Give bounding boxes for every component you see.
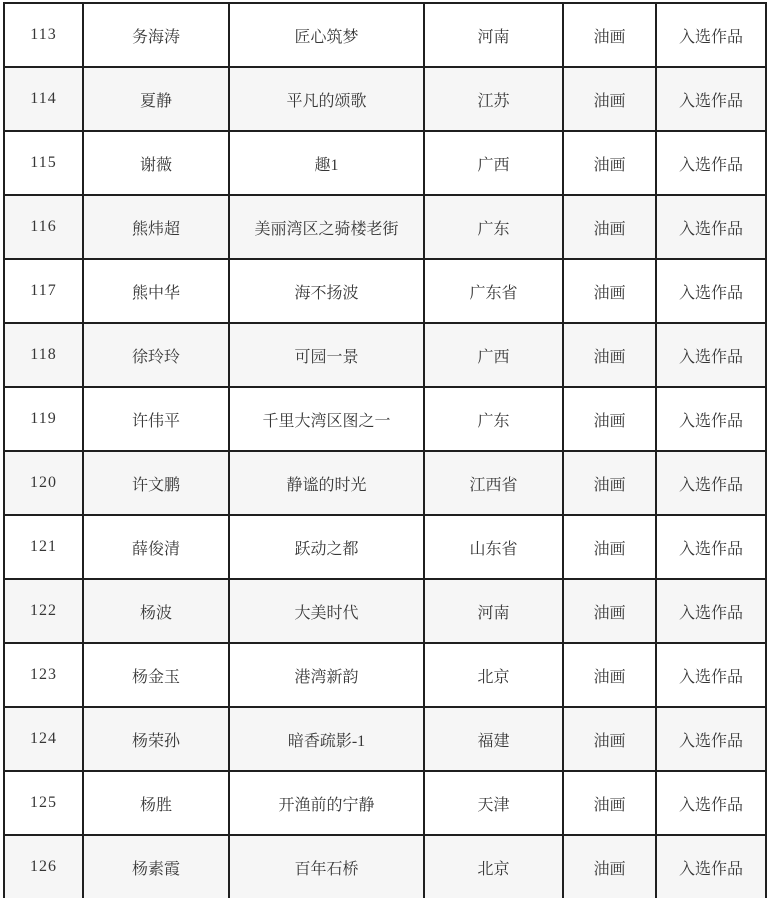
cell-serial-number: 113 (4, 3, 83, 67)
table-row (4, 515, 766, 579)
cell-province: 广西 (424, 131, 563, 195)
table-row (4, 259, 766, 323)
cell-selection-status: 入选作品 (656, 643, 766, 707)
table-row (4, 387, 766, 451)
table-row (4, 3, 766, 67)
table-row (4, 195, 766, 259)
cell-artwork-title: 开渔前的宁静 (229, 771, 424, 835)
cell-category: 油画 (563, 451, 656, 515)
cell-category: 油画 (563, 67, 656, 131)
cell-province: 天津 (424, 771, 563, 835)
cell-category: 油画 (563, 643, 656, 707)
table-row (4, 643, 766, 707)
cell-artwork-title: 千里大湾区图之一 (229, 387, 424, 451)
table-row (4, 579, 766, 643)
cell-serial-number: 118 (4, 323, 83, 387)
cell-selection-status: 入选作品 (656, 387, 766, 451)
cell-serial-number: 116 (4, 195, 83, 259)
cell-category: 油画 (563, 387, 656, 451)
cell-artwork-title: 匠心筑梦 (229, 3, 424, 67)
cell-province: 山东省 (424, 515, 563, 579)
cell-selection-status: 入选作品 (656, 67, 766, 131)
cell-author-name: 杨胜 (83, 771, 229, 835)
cell-author-name: 徐玲玲 (83, 323, 229, 387)
cell-author-name: 杨波 (83, 579, 229, 643)
cell-serial-number: 115 (4, 131, 83, 195)
cell-author-name: 许伟平 (83, 387, 229, 451)
cell-selection-status: 入选作品 (656, 131, 766, 195)
table-row (4, 323, 766, 387)
cell-author-name: 夏静 (83, 67, 229, 131)
cell-serial-number: 117 (4, 259, 83, 323)
cell-author-name: 薛俊清 (83, 515, 229, 579)
cell-selection-status: 入选作品 (656, 3, 766, 67)
table-row (4, 835, 766, 898)
cell-selection-status: 入选作品 (656, 323, 766, 387)
cell-category: 油画 (563, 771, 656, 835)
cell-category: 油画 (563, 195, 656, 259)
cell-serial-number: 119 (4, 387, 83, 451)
cell-category: 油画 (563, 835, 656, 898)
cell-author-name: 杨荣孙 (83, 707, 229, 771)
cell-selection-status: 入选作品 (656, 707, 766, 771)
cell-serial-number: 122 (4, 579, 83, 643)
cell-province: 北京 (424, 643, 563, 707)
cell-category: 油画 (563, 579, 656, 643)
cell-province: 广东 (424, 195, 563, 259)
table-row (4, 707, 766, 771)
cell-selection-status: 入选作品 (656, 579, 766, 643)
cell-province: 广东省 (424, 259, 563, 323)
cell-author-name: 杨金玉 (83, 643, 229, 707)
cell-serial-number: 114 (4, 67, 83, 131)
cell-category: 油画 (563, 3, 656, 67)
cell-author-name: 许文鹏 (83, 451, 229, 515)
cell-province: 福建 (424, 707, 563, 771)
cell-author-name: 杨素霞 (83, 835, 229, 898)
cell-artwork-title: 港湾新韵 (229, 643, 424, 707)
cell-serial-number: 125 (4, 771, 83, 835)
cell-serial-number: 120 (4, 451, 83, 515)
cell-author-name: 务海涛 (83, 3, 229, 67)
table-row (4, 451, 766, 515)
cell-category: 油画 (563, 259, 656, 323)
cell-artwork-title: 百年石桥 (229, 835, 424, 898)
cell-serial-number: 124 (4, 707, 83, 771)
table-row (4, 67, 766, 131)
cell-artwork-title: 暗香疏影-1 (229, 707, 424, 771)
cell-province: 河南 (424, 579, 563, 643)
cell-province: 北京 (424, 835, 563, 898)
cell-province: 广东 (424, 387, 563, 451)
cell-artwork-title: 大美时代 (229, 579, 424, 643)
cell-province: 广西 (424, 323, 563, 387)
table-row (4, 131, 766, 195)
cell-artwork-title: 趣1 (229, 131, 424, 195)
cell-category: 油画 (563, 323, 656, 387)
cell-province: 河南 (424, 3, 563, 67)
cell-serial-number: 121 (4, 515, 83, 579)
table-row (4, 771, 766, 835)
cell-artwork-title: 平凡的颂歌 (229, 67, 424, 131)
cell-artwork-title: 跃动之都 (229, 515, 424, 579)
cell-category: 油画 (563, 131, 656, 195)
cell-serial-number: 126 (4, 835, 83, 898)
cell-selection-status: 入选作品 (656, 451, 766, 515)
cell-category: 油画 (563, 515, 656, 579)
cell-selection-status: 入选作品 (656, 835, 766, 898)
cell-artwork-title: 可园一景 (229, 323, 424, 387)
cell-artwork-title: 静谧的时光 (229, 451, 424, 515)
cell-author-name: 熊中华 (83, 259, 229, 323)
cell-artwork-title: 海不扬波 (229, 259, 424, 323)
cell-author-name: 谢薇 (83, 131, 229, 195)
cell-selection-status: 入选作品 (656, 771, 766, 835)
table-body (4, 3, 766, 898)
cell-author-name: 熊炜超 (83, 195, 229, 259)
cell-province: 江苏 (424, 67, 563, 131)
selected-works-table (3, 2, 767, 898)
cell-artwork-title: 美丽湾区之骑楼老街 (229, 195, 424, 259)
cell-selection-status: 入选作品 (656, 195, 766, 259)
cell-province: 江西省 (424, 451, 563, 515)
cell-serial-number: 123 (4, 643, 83, 707)
cell-selection-status: 入选作品 (656, 259, 766, 323)
cell-category: 油画 (563, 707, 656, 771)
cell-selection-status: 入选作品 (656, 515, 766, 579)
